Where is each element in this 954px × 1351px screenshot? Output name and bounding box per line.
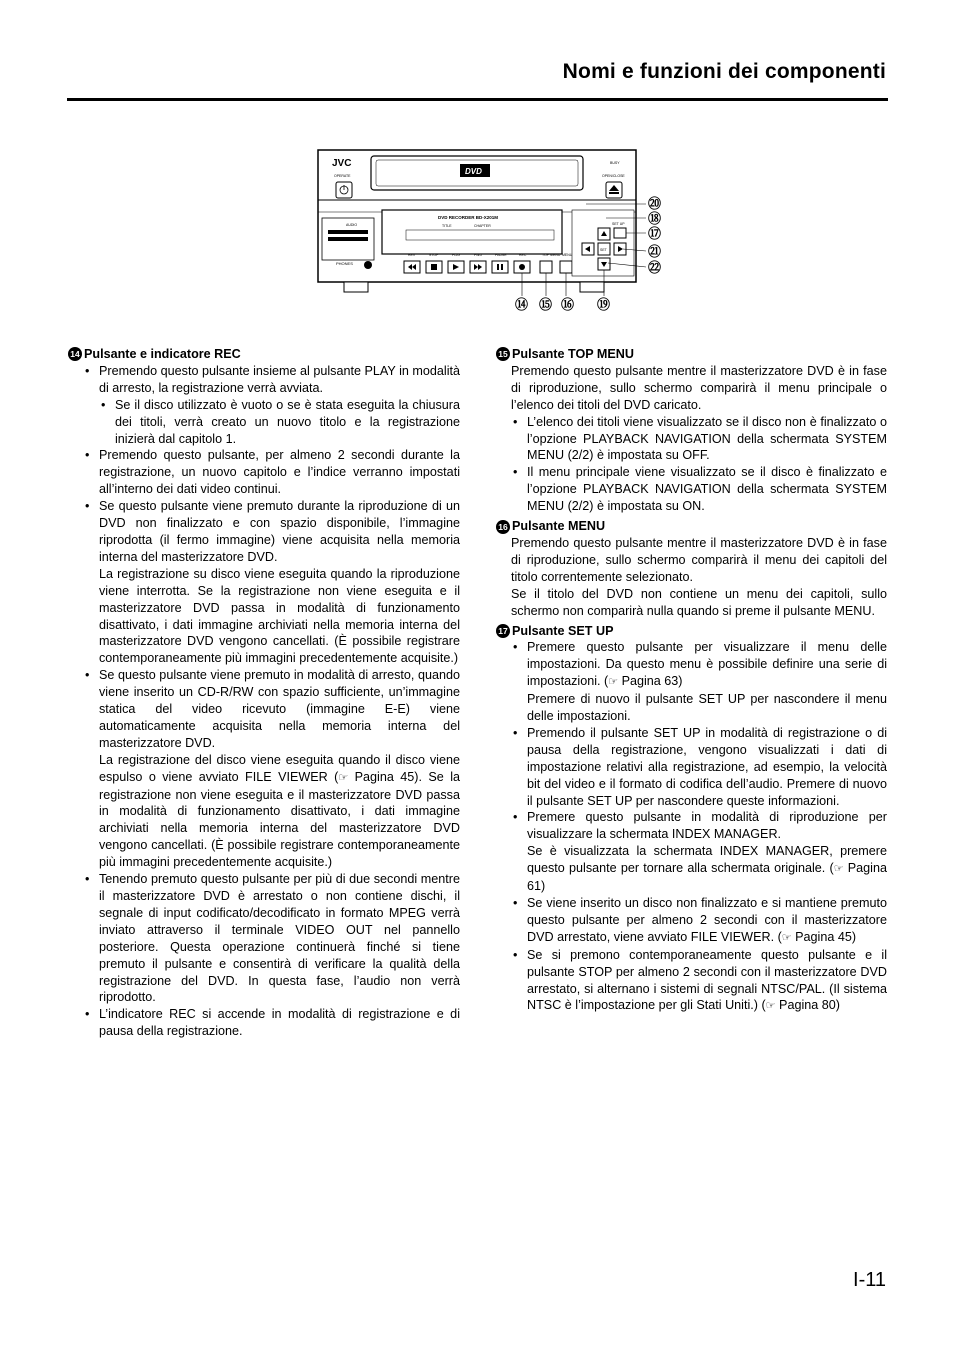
menu-button (560, 261, 572, 273)
paragraph: Premendo questo pulsante mentre il masterizzatore DVD è in fase di riproduzione, sullo schermo comparirà il menu dei capitoli del titolo correntemente selezionato. (511, 535, 887, 584)
section-16-heading (496, 518, 887, 535)
number-badge-icon: 17 (496, 624, 510, 638)
callout-16: ⑯ (561, 297, 575, 312)
busy-label: BUSY (610, 161, 620, 165)
paragraph: Premendo questo pulsante mentre il masterizzatore DVD è in fase di riproduzione, sullo schermo comparirà il menu principale o l’elenco dei titoli del DVD caricato. (511, 363, 887, 412)
section-title: Pulsante e indicatore REC (84, 347, 241, 361)
brand-logo: JVC (332, 158, 352, 169)
page-ref-icon: ☞ (608, 676, 619, 689)
callout-22: ㉒ (648, 260, 662, 275)
callout-14: ⑭ (515, 297, 529, 312)
left-column (68, 346, 460, 1040)
list-item: • L’elenco dei titoli viene visualizzato se il disco non è finalizzato o l’opzione PLAYBACK NAVIGATION della schermata SYSTEM MENU (2/2) è impostata su OFF. (527, 414, 887, 465)
model-label: DVD RECORDER BD-X201M (438, 215, 499, 220)
list-item: • Se si premono contemporaneamente questo pulsante e il pulsante STOP per almeno 2 secondi con il masterizzatore DVD arrestato, si alternano i sistemi di segnali NTSC/PAL. (Il sistema NTSC è l’impostazione per gli Stati Uniti.) (☞ Pagina 80) (527, 947, 887, 1016)
top-menu-button (540, 261, 552, 273)
audio-label: AUDIO (346, 223, 358, 227)
page-title: Nomi e funzioni dei componenti (562, 60, 886, 83)
callout-17: ⑰ (648, 226, 662, 241)
callout-18: ⑱ (648, 211, 662, 226)
svg-text:REC: REC (519, 253, 527, 257)
svg-text:SET UP: SET UP (612, 222, 625, 226)
list-item: • Se questo pulsante viene premuto durante la riproduzione di un DVD non finalizzato e con spazio disponibile, l’immagine riprodotta (il fermo immagine) viene acquisita nella memoria interna del masterizzatore DVD. La registrazione su disco viene eseguita quando la riproduzione viene interrotta. Se la registrazione non viene eseguita e il masterizzatore DVD passa in modalità di funzionamento disattivato, i dati immagine archiviati nella memoria interna del masterizzatore DVD vengono cancellati. (È possibile registrare contemporaneamente più immagini precedentemente acquisite.) (99, 498, 460, 667)
svg-text:PAUSE: PAUSE (495, 253, 507, 257)
callout-20: ⑳ (648, 196, 662, 211)
svg-text:SET: SET (600, 248, 607, 252)
sub-list-item: • Se il disco utilizzato è vuoto o se è stata eseguita la chiusura dei titoli, verrà creato un nuovo titolo e la registrazione inizierà dal capitolo 1. (115, 397, 460, 448)
phones-knob-icon (364, 261, 372, 269)
svg-text:REV: REV (408, 253, 416, 257)
list-item: • Se questo pulsante viene premuto in modalità di arresto, quando viene inserito un CD-R/RW con spazio sufficiente, un’immagine statica del video ricevuto (immagine E-E) viene automaticamente acquisita nella memoria interna del masterizzatore DVD. La registrazione del disco viene eseguita quando il disco viene espulso o viene avviato FILE VIEWER (☞ Pagina 45). Se la registrazione non viene eseguita e il masterizzatore DVD passa in modalità di funzionamento disattivato, i dati immagine archiviati nella memoria interna del masterizzatore DVD vengono cancellati. (È possibile registrare contemporaneamente più immagini precedentemente acquisite.) (99, 667, 460, 871)
section-title: Pulsante SET UP (512, 623, 614, 638)
section-17-heading (496, 623, 887, 640)
list-item: • Premere questo pulsante in modalità di riproduzione per visualizzare la schermata INDEX MANAGER. Se è visualizzata la schermata INDEX MANAGER, premere questo pulsante per tornare alla schermata originale. (☞ Pagina 61) (527, 809, 887, 895)
open-close-label: OPEN/CLOSE (602, 174, 625, 178)
svg-text:FWD: FWD (474, 253, 482, 257)
svg-text:TOP MENU: TOP MENU (542, 253, 561, 257)
right-column (496, 346, 887, 1015)
audio-meter-2 (328, 237, 368, 241)
dvd-recorder-front-panel-figure (316, 148, 676, 314)
number-badge-icon: 14 (68, 347, 82, 361)
page-ref-icon: ☞ (765, 1000, 776, 1013)
section-15-heading (496, 346, 887, 363)
title-rule (67, 98, 888, 101)
list-item: • Premendo il pulsante SET UP in modalità di registrazione o di pausa della registrazione, vengono visualizzati i dati di impostazione relativi alla registrazione, ad esempio, la velocità bit del video e il formato di codifica dell’audio. Premere di nuovo il pulsante SET UP per nascondere queste informazioni. (527, 725, 887, 810)
page-ref-icon: ☞ (833, 863, 844, 876)
paragraph: Se il titolo del DVD non contiene un menu dei capitoli, sullo schermo non comparirà nulla quando si preme il pulsante MENU. (511, 586, 887, 618)
number-badge-icon: 16 (496, 520, 510, 534)
svg-text:TITLE: TITLE (442, 224, 452, 228)
section-title: Pulsante TOP MENU (512, 347, 635, 361)
svg-text:MENU: MENU (562, 253, 573, 257)
callout-21: ㉑ (648, 244, 662, 259)
list-item: • Premere questo pulsante per visualizzare il menu delle impostazioni. Da questo menu è possibile definire una serie di impostazioni. (☞ Pagina 63) Premere di nuovo il pulsante SET UP per nascondere il menu delle impostazioni. (527, 639, 887, 725)
set-up-button (614, 228, 626, 238)
list-item: • Il menu principale viene visualizzato se il disco è finalizzato e l’opzione PLAYBACK NAVIGATION della schermata SYSTEM MENU (2/2) è impostata su ON. (527, 464, 887, 515)
page-ref-icon: ☞ (781, 931, 792, 944)
callout-15: ⑮ (539, 297, 553, 312)
svg-text:STOP: STOP (429, 253, 439, 257)
list-item: • Premendo questo pulsante, per almeno 2 secondi durante la registrazione, un nuovo capitolo e l’indice verranno impostati all’interno dei dati video continui. (99, 447, 460, 498)
number-badge-icon: 15 (496, 347, 510, 361)
list-item: • Se viene inserito un disco non finalizzato e si mantiene premuto questo pulsante per almeno 2 secondi con il masterizzatore DVD arrestato, viene avviato FILE VIEWER. (☞ Pagina 45) (527, 895, 887, 947)
page-number: I-11 (853, 1269, 886, 1291)
pause-button (492, 261, 508, 273)
list-item: • L’indicatore REC si accende in modalità di registrazione e di pausa della registrazione. (99, 1006, 460, 1040)
page-ref-icon: ☞ (338, 771, 349, 784)
section-14-heading (68, 346, 460, 363)
phones-label: PHONES (336, 261, 353, 266)
list-item: • Tenendo premuto questo pulsante per più di due secondi mentre il masterizzatore DVD è arrestato o non contiene dischi, il segnale di input codificato/decodificato in formato MPEG verrà inviato attraverso il terminale VIDEO OUT nel pannello posteriore. Questa operazione continuerà finché si tiene premuto il pulsante e consentirà di verificare la qualità della registrazione del DVD. In questa fase, l’audio non verrà riprodotto. (99, 871, 460, 1006)
operate-label: OPERATE (334, 174, 351, 178)
list-item: • Premendo questo pulsante insieme al pulsante PLAY in modalità di arresto, la registrazione verrà avviata. • Se il disco utilizzato è vuoto o se è stata eseguita la chiusura dei titoli, verrà creato un nuovo titolo e la registrazione inizierà dal capitolo 1. (99, 363, 460, 448)
svg-text:DVD: DVD (465, 167, 482, 176)
section-title: Pulsante MENU (512, 519, 606, 534)
svg-text:CHAPTER: CHAPTER (474, 224, 491, 228)
callout-19: ⑲ (597, 297, 611, 312)
svg-text:PLAY: PLAY (452, 253, 461, 257)
audio-meter-1 (328, 230, 368, 234)
